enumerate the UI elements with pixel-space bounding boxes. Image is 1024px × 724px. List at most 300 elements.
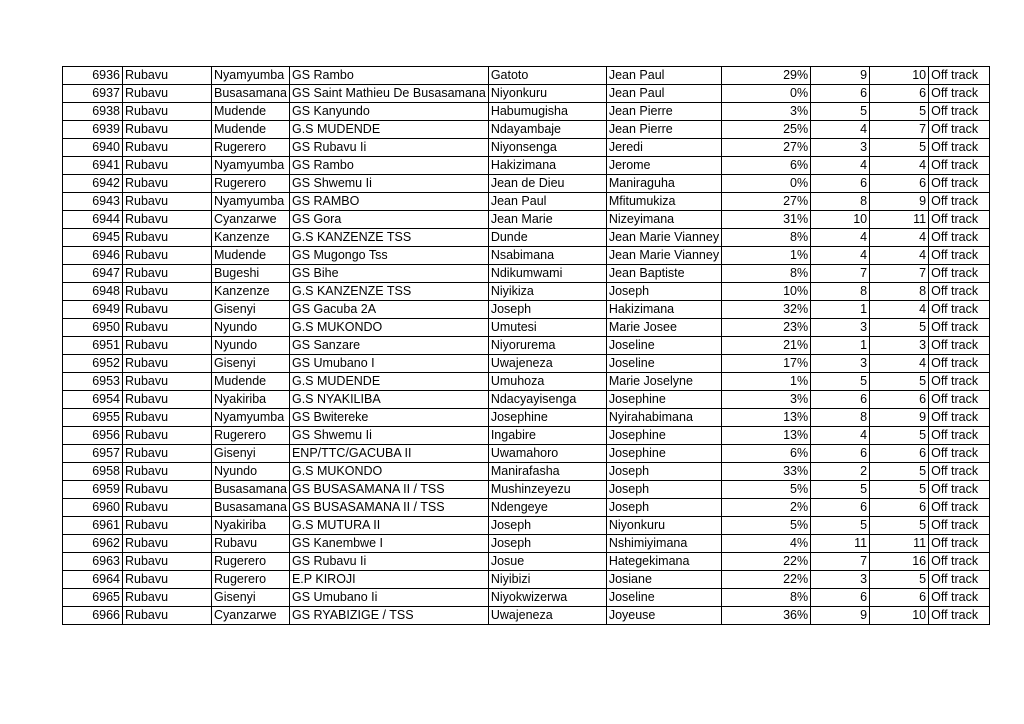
cell-count-a: 5 — [811, 481, 870, 499]
cell-first-name: Josephine — [606, 391, 721, 409]
cell-school: G.S MUKONDO — [289, 463, 488, 481]
cell-first-name: Jean Pierre — [606, 103, 721, 121]
cell-sector: Nyamyumba — [212, 67, 290, 85]
cell-school: GS Rubavu Ii — [289, 553, 488, 571]
cell-percentage: 6% — [722, 157, 811, 175]
table-row — [63, 139, 990, 157]
cell-status: Off track — [929, 265, 990, 283]
cell-percentage: 32% — [722, 301, 811, 319]
table-row — [63, 319, 990, 337]
cell-count-a: 9 — [811, 67, 870, 85]
cell-district: Rubavu — [123, 85, 212, 103]
cell-district: Rubavu — [123, 445, 212, 463]
cell-last-name: Mushinzeyezu — [488, 481, 606, 499]
cell-first-name: Joseph — [606, 499, 721, 517]
cell-count-a: 8 — [811, 409, 870, 427]
cell-percentage: 8% — [722, 265, 811, 283]
cell-school: GS Rambo — [289, 67, 488, 85]
cell-school: GS Umubano I — [289, 355, 488, 373]
cell-row-id: 6949 — [63, 301, 123, 319]
cell-count-a: 6 — [811, 85, 870, 103]
cell-sector: Rugerero — [212, 427, 290, 445]
cell-count-a: 8 — [811, 283, 870, 301]
cell-school: GS Sanzare — [289, 337, 488, 355]
cell-school: ENP/TTC/GACUBA II — [289, 445, 488, 463]
cell-sector: Nyamyumba — [212, 409, 290, 427]
cell-school: GS BUSASAMANA II / TSS — [289, 499, 488, 517]
cell-status: Off track — [929, 67, 990, 85]
table-row — [63, 589, 990, 607]
cell-row-id: 6937 — [63, 85, 123, 103]
cell-first-name: Mfitumukiza — [606, 193, 721, 211]
cell-count-b: 5 — [870, 463, 929, 481]
cell-last-name: Ndacyayisenga — [488, 391, 606, 409]
cell-school: G.S MUDENDE — [289, 121, 488, 139]
cell-row-id: 6960 — [63, 499, 123, 517]
table-row — [63, 427, 990, 445]
cell-last-name: Jean de Dieu — [488, 175, 606, 193]
cell-district: Rubavu — [123, 175, 212, 193]
cell-count-b: 4 — [870, 355, 929, 373]
cell-last-name: Niyorurema — [488, 337, 606, 355]
cell-district: Rubavu — [123, 211, 212, 229]
cell-sector: Rubavu — [212, 535, 290, 553]
table-row — [63, 175, 990, 193]
table-row — [63, 553, 990, 571]
cell-sector: Rugerero — [212, 139, 290, 157]
cell-percentage: 3% — [722, 391, 811, 409]
cell-count-b: 5 — [870, 571, 929, 589]
cell-school: G.S NYAKILIBA — [289, 391, 488, 409]
cell-first-name: Nyirahabimana — [606, 409, 721, 427]
cell-first-name: Joseline — [606, 355, 721, 373]
cell-first-name: Nshimiyimana — [606, 535, 721, 553]
cell-status: Off track — [929, 607, 990, 625]
cell-last-name: Joseph — [488, 301, 606, 319]
cell-count-b: 8 — [870, 283, 929, 301]
cell-district: Rubavu — [123, 355, 212, 373]
cell-count-a: 1 — [811, 301, 870, 319]
cell-sector: Nyundo — [212, 319, 290, 337]
cell-last-name: Uwajeneza — [488, 355, 606, 373]
cell-district: Rubavu — [123, 265, 212, 283]
table-row — [63, 607, 990, 625]
cell-last-name: Joseph — [488, 535, 606, 553]
cell-district: Rubavu — [123, 409, 212, 427]
cell-district: Rubavu — [123, 481, 212, 499]
cell-school: GS Rubavu Ii — [289, 139, 488, 157]
cell-status: Off track — [929, 211, 990, 229]
cell-status: Off track — [929, 103, 990, 121]
cell-percentage: 3% — [722, 103, 811, 121]
cell-first-name: Joseph — [606, 481, 721, 499]
cell-count-a: 7 — [811, 265, 870, 283]
cell-percentage: 1% — [722, 373, 811, 391]
cell-row-id: 6964 — [63, 571, 123, 589]
cell-count-b: 6 — [870, 499, 929, 517]
cell-status: Off track — [929, 121, 990, 139]
table-row — [63, 517, 990, 535]
cell-row-id: 6955 — [63, 409, 123, 427]
table-row — [63, 67, 990, 85]
cell-row-id: 6952 — [63, 355, 123, 373]
cell-percentage: 36% — [722, 607, 811, 625]
cell-percentage: 13% — [722, 409, 811, 427]
cell-first-name: Jean Marie Vianney — [606, 229, 721, 247]
cell-percentage: 0% — [722, 175, 811, 193]
table-row — [63, 283, 990, 301]
cell-count-b: 5 — [870, 319, 929, 337]
cell-status: Off track — [929, 85, 990, 103]
cell-count-b: 10 — [870, 67, 929, 85]
cell-count-b: 5 — [870, 481, 929, 499]
cell-last-name: Josue — [488, 553, 606, 571]
cell-percentage: 27% — [722, 193, 811, 211]
cell-row-id: 6948 — [63, 283, 123, 301]
cell-percentage: 27% — [722, 139, 811, 157]
cell-count-b: 6 — [870, 175, 929, 193]
cell-percentage: 10% — [722, 283, 811, 301]
cell-count-b: 7 — [870, 265, 929, 283]
cell-percentage: 6% — [722, 445, 811, 463]
cell-sector: Nyundo — [212, 463, 290, 481]
table-row — [63, 301, 990, 319]
table-body — [63, 67, 990, 625]
cell-count-a: 3 — [811, 355, 870, 373]
cell-district: Rubavu — [123, 571, 212, 589]
cell-school: G.S MUDENDE — [289, 373, 488, 391]
cell-count-a: 4 — [811, 427, 870, 445]
cell-percentage: 22% — [722, 553, 811, 571]
cell-sector: Kanzenze — [212, 283, 290, 301]
cell-row-id: 6946 — [63, 247, 123, 265]
cell-sector: Nyakiriba — [212, 517, 290, 535]
table-row — [63, 373, 990, 391]
cell-count-a: 3 — [811, 571, 870, 589]
table-row — [63, 571, 990, 589]
cell-status: Off track — [929, 535, 990, 553]
cell-school: GS Umubano Ii — [289, 589, 488, 607]
cell-count-a: 8 — [811, 193, 870, 211]
cell-district: Rubavu — [123, 337, 212, 355]
table-row — [63, 265, 990, 283]
cell-first-name: Josephine — [606, 445, 721, 463]
cell-count-b: 6 — [870, 445, 929, 463]
cell-first-name: Joseph — [606, 463, 721, 481]
cell-last-name: Ndikumwami — [488, 265, 606, 283]
cell-status: Off track — [929, 463, 990, 481]
table-row — [63, 337, 990, 355]
cell-row-id: 6942 — [63, 175, 123, 193]
cell-first-name: Maniraguha — [606, 175, 721, 193]
cell-first-name: Jerome — [606, 157, 721, 175]
cell-count-a: 5 — [811, 103, 870, 121]
cell-row-id: 6961 — [63, 517, 123, 535]
cell-row-id: 6941 — [63, 157, 123, 175]
cell-district: Rubavu — [123, 517, 212, 535]
cell-district: Rubavu — [123, 157, 212, 175]
cell-row-id: 6966 — [63, 607, 123, 625]
cell-first-name: Nizeyimana — [606, 211, 721, 229]
cell-count-a: 4 — [811, 157, 870, 175]
cell-district: Rubavu — [123, 247, 212, 265]
cell-sector: Nyamyumba — [212, 193, 290, 211]
cell-sector: Cyanzarwe — [212, 211, 290, 229]
cell-sector: Mudende — [212, 103, 290, 121]
cell-school: GS Saint Mathieu De Busasamana — [289, 85, 488, 103]
cell-school: GS Shwemu Ii — [289, 427, 488, 445]
cell-percentage: 21% — [722, 337, 811, 355]
cell-status: Off track — [929, 337, 990, 355]
cell-school: G.S KANZENZE TSS — [289, 229, 488, 247]
cell-district: Rubavu — [123, 193, 212, 211]
table-row — [63, 499, 990, 517]
cell-sector: Busasamana — [212, 499, 290, 517]
cell-last-name: Jean Marie — [488, 211, 606, 229]
cell-count-a: 1 — [811, 337, 870, 355]
cell-status: Off track — [929, 553, 990, 571]
cell-count-b: 4 — [870, 157, 929, 175]
cell-school: GS Bihe — [289, 265, 488, 283]
cell-percentage: 13% — [722, 427, 811, 445]
cell-district: Rubavu — [123, 121, 212, 139]
cell-last-name: Umuhoza — [488, 373, 606, 391]
table-row — [63, 157, 990, 175]
cell-first-name: Jean Pierre — [606, 121, 721, 139]
cell-last-name: Habumugisha — [488, 103, 606, 121]
cell-school: G.S KANZENZE TSS — [289, 283, 488, 301]
cell-row-id: 6957 — [63, 445, 123, 463]
cell-sector: Cyanzarwe — [212, 607, 290, 625]
cell-first-name: Marie Josee — [606, 319, 721, 337]
cell-row-id: 6939 — [63, 121, 123, 139]
cell-row-id: 6965 — [63, 589, 123, 607]
cell-count-b: 9 — [870, 193, 929, 211]
cell-row-id: 6944 — [63, 211, 123, 229]
cell-district: Rubavu — [123, 589, 212, 607]
cell-count-b: 5 — [870, 103, 929, 121]
cell-status: Off track — [929, 157, 990, 175]
cell-school: GS RYABIZIGE / TSS — [289, 607, 488, 625]
table-row — [63, 463, 990, 481]
cell-count-b: 5 — [870, 517, 929, 535]
cell-row-id: 6943 — [63, 193, 123, 211]
cell-sector: Mudende — [212, 121, 290, 139]
cell-district: Rubavu — [123, 463, 212, 481]
cell-status: Off track — [929, 499, 990, 517]
cell-school: GS Mugongo Tss — [289, 247, 488, 265]
cell-first-name: Niyonkuru — [606, 517, 721, 535]
cell-status: Off track — [929, 229, 990, 247]
cell-sector: Nyamyumba — [212, 157, 290, 175]
table-row — [63, 481, 990, 499]
cell-last-name: Josephine — [488, 409, 606, 427]
cell-last-name: Joseph — [488, 517, 606, 535]
cell-row-id: 6953 — [63, 373, 123, 391]
cell-first-name: Jean Marie Vianney — [606, 247, 721, 265]
cell-count-a: 2 — [811, 463, 870, 481]
cell-last-name: Niyikiza — [488, 283, 606, 301]
cell-percentage: 31% — [722, 211, 811, 229]
cell-district: Rubavu — [123, 283, 212, 301]
cell-first-name: Hategekimana — [606, 553, 721, 571]
cell-sector: Gisenyi — [212, 301, 290, 319]
cell-sector: Gisenyi — [212, 589, 290, 607]
cell-count-b: 4 — [870, 301, 929, 319]
table-row — [63, 85, 990, 103]
cell-first-name: Joseline — [606, 589, 721, 607]
cell-district: Rubavu — [123, 373, 212, 391]
cell-row-id: 6950 — [63, 319, 123, 337]
cell-percentage: 8% — [722, 229, 811, 247]
cell-percentage: 0% — [722, 85, 811, 103]
cell-status: Off track — [929, 391, 990, 409]
cell-status: Off track — [929, 373, 990, 391]
cell-sector: Mudende — [212, 373, 290, 391]
cell-row-id: 6936 — [63, 67, 123, 85]
cell-sector: Busasamana — [212, 85, 290, 103]
cell-row-id: 6954 — [63, 391, 123, 409]
cell-status: Off track — [929, 445, 990, 463]
cell-last-name: Niyonkuru — [488, 85, 606, 103]
cell-status: Off track — [929, 139, 990, 157]
cell-count-b: 4 — [870, 247, 929, 265]
cell-status: Off track — [929, 319, 990, 337]
cell-status: Off track — [929, 247, 990, 265]
cell-count-a: 6 — [811, 499, 870, 517]
cell-count-a: 5 — [811, 517, 870, 535]
cell-count-a: 3 — [811, 319, 870, 337]
cell-sector: Gisenyi — [212, 445, 290, 463]
cell-row-id: 6958 — [63, 463, 123, 481]
cell-count-b: 6 — [870, 589, 929, 607]
cell-district: Rubavu — [123, 427, 212, 445]
cell-last-name: Jean Paul — [488, 193, 606, 211]
cell-count-a: 5 — [811, 373, 870, 391]
cell-sector: Rugerero — [212, 175, 290, 193]
cell-school: GS RAMBO — [289, 193, 488, 211]
cell-sector: Nyundo — [212, 337, 290, 355]
data-table — [62, 66, 990, 625]
cell-first-name: Marie Joselyne — [606, 373, 721, 391]
cell-district: Rubavu — [123, 301, 212, 319]
cell-count-a: 11 — [811, 535, 870, 553]
cell-school: GS Kanembwe I — [289, 535, 488, 553]
cell-row-id: 6962 — [63, 535, 123, 553]
cell-count-a: 6 — [811, 391, 870, 409]
cell-count-a: 6 — [811, 589, 870, 607]
cell-last-name: Dunde — [488, 229, 606, 247]
cell-status: Off track — [929, 175, 990, 193]
cell-percentage: 4% — [722, 535, 811, 553]
cell-sector: Kanzenze — [212, 229, 290, 247]
cell-last-name: Umutesi — [488, 319, 606, 337]
cell-percentage: 25% — [722, 121, 811, 139]
cell-row-id: 6963 — [63, 553, 123, 571]
cell-percentage: 5% — [722, 481, 811, 499]
cell-row-id: 6940 — [63, 139, 123, 157]
cell-first-name: Hakizimana — [606, 301, 721, 319]
table-row — [63, 535, 990, 553]
table-row — [63, 229, 990, 247]
cell-status: Off track — [929, 589, 990, 607]
cell-district: Rubavu — [123, 67, 212, 85]
cell-percentage: 8% — [722, 589, 811, 607]
cell-sector: Rugerero — [212, 571, 290, 589]
table-row — [63, 247, 990, 265]
cell-count-b: 11 — [870, 211, 929, 229]
cell-status: Off track — [929, 283, 990, 301]
cell-sector: Mudende — [212, 247, 290, 265]
cell-count-a: 6 — [811, 175, 870, 193]
table-row — [63, 445, 990, 463]
cell-count-b: 16 — [870, 553, 929, 571]
cell-count-a: 4 — [811, 247, 870, 265]
cell-count-a: 4 — [811, 121, 870, 139]
cell-status: Off track — [929, 571, 990, 589]
cell-count-b: 6 — [870, 391, 929, 409]
cell-status: Off track — [929, 355, 990, 373]
cell-district: Rubavu — [123, 553, 212, 571]
cell-count-b: 5 — [870, 373, 929, 391]
table-row — [63, 355, 990, 373]
cell-district: Rubavu — [123, 499, 212, 517]
cell-count-b: 10 — [870, 607, 929, 625]
cell-district: Rubavu — [123, 607, 212, 625]
cell-district: Rubavu — [123, 391, 212, 409]
cell-row-id: 6945 — [63, 229, 123, 247]
cell-status: Off track — [929, 301, 990, 319]
cell-percentage: 33% — [722, 463, 811, 481]
cell-status: Off track — [929, 481, 990, 499]
cell-status: Off track — [929, 409, 990, 427]
cell-school: GS Gora — [289, 211, 488, 229]
cell-count-b: 3 — [870, 337, 929, 355]
cell-count-b: 6 — [870, 85, 929, 103]
cell-first-name: Josephine — [606, 427, 721, 445]
cell-count-a: 4 — [811, 229, 870, 247]
cell-last-name: Ndengeye — [488, 499, 606, 517]
cell-count-b: 5 — [870, 139, 929, 157]
cell-school: GS BUSASAMANA II / TSS — [289, 481, 488, 499]
cell-row-id: 6959 — [63, 481, 123, 499]
cell-count-a: 3 — [811, 139, 870, 157]
cell-percentage: 23% — [722, 319, 811, 337]
cell-district: Rubavu — [123, 229, 212, 247]
table-row — [63, 391, 990, 409]
cell-sector: Busasamana — [212, 481, 290, 499]
cell-school: G.S MUTURA II — [289, 517, 488, 535]
cell-school: GS Kanyundo — [289, 103, 488, 121]
cell-count-b: 4 — [870, 229, 929, 247]
table-row — [63, 103, 990, 121]
cell-school: GS Rambo — [289, 157, 488, 175]
cell-sector: Gisenyi — [212, 355, 290, 373]
cell-first-name: Joseline — [606, 337, 721, 355]
cell-school: GS Shwemu Ii — [289, 175, 488, 193]
cell-last-name: Uwajeneza — [488, 607, 606, 625]
cell-count-b: 11 — [870, 535, 929, 553]
cell-last-name: Ingabire — [488, 427, 606, 445]
cell-percentage: 1% — [722, 247, 811, 265]
cell-first-name: Jean Paul — [606, 85, 721, 103]
table-row — [63, 409, 990, 427]
cell-last-name: Hakizimana — [488, 157, 606, 175]
cell-count-b: 9 — [870, 409, 929, 427]
cell-school: GS Bwitereke — [289, 409, 488, 427]
cell-district: Rubavu — [123, 103, 212, 121]
cell-count-a: 10 — [811, 211, 870, 229]
